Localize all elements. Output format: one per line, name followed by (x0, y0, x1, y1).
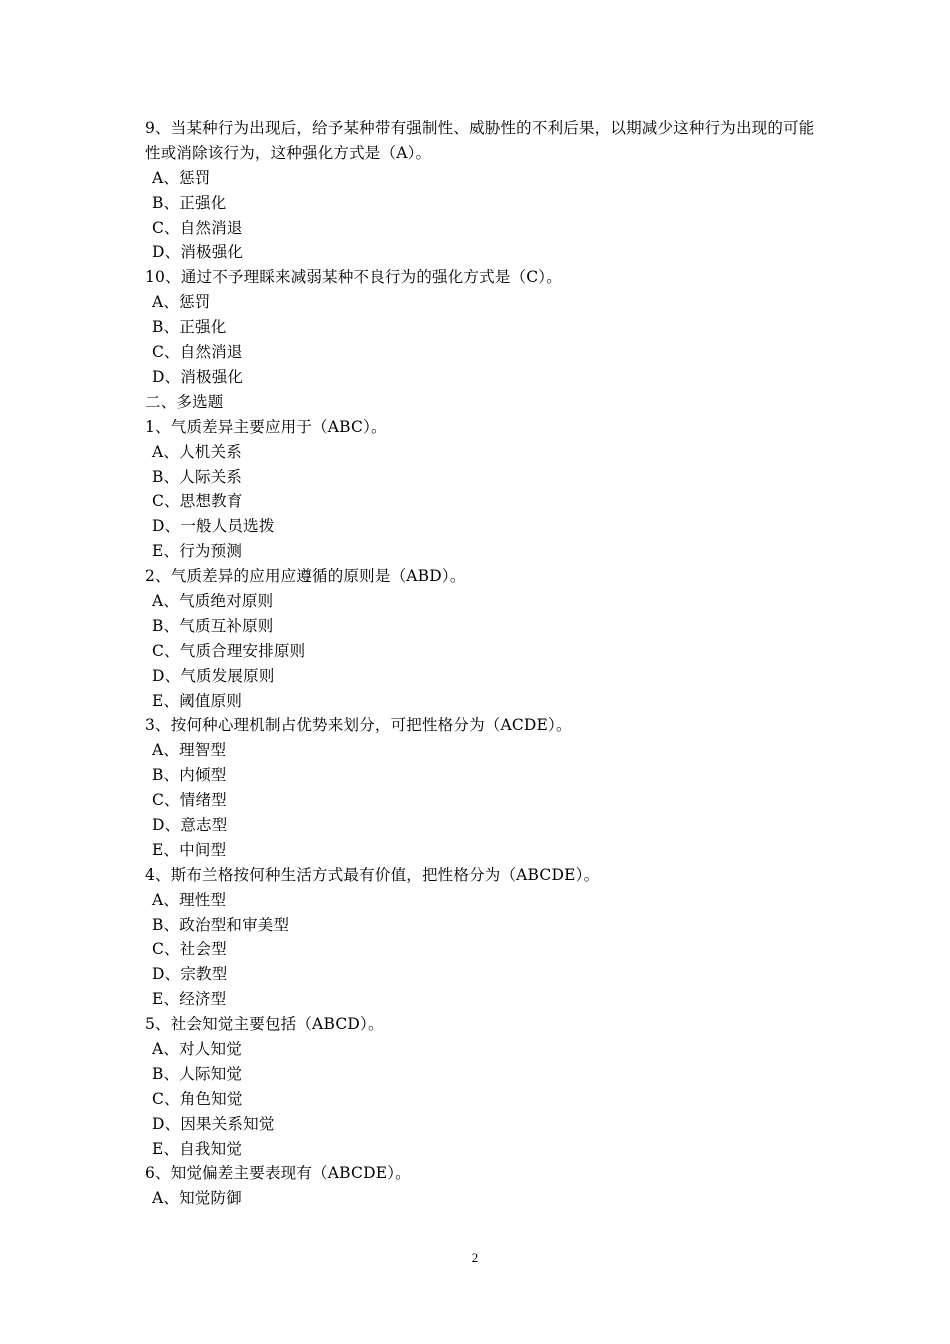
question-10-option-a: A、惩罚 (152, 293, 211, 312)
question-10-option-b: B、正强化 (152, 318, 227, 337)
multi-question-3-option-a: A、理智型 (152, 741, 227, 760)
multi-question-3-text: 3、按何种心理机制占优势来划分，可把性格分为（ACDE）。 (145, 716, 572, 735)
multi-question-1-option-e: E、行为预测 (152, 542, 243, 561)
question-9-option-d: D、消极强化 (152, 243, 244, 262)
multi-question-2-text: 2、气质差异的应用应遵循的原则是（ABD）。 (145, 567, 466, 586)
multi-question-2-option-d: D、气质发展原则 (152, 666, 275, 685)
multi-question-4-text: 4、斯布兰格按何种生活方式最有价值，把性格分为（ABCDE）。 (145, 865, 600, 884)
question-10-option-c: C、自然消退 (152, 343, 243, 362)
multi-question-1-option-d: D、一般人员选拨 (152, 517, 275, 536)
section-title-multiple-choice: 二、多选题 (145, 392, 224, 411)
multi-question-4-option-c: C、社会型 (152, 940, 227, 959)
multi-question-1-option-a: A、人机关系 (152, 442, 242, 461)
multi-question-4-option-a: A、理性型 (152, 890, 227, 909)
multi-question-3-option-d: D、意志型 (152, 815, 228, 834)
question-10-text: 10、通过不予理睬来减弱某种不良行为的强化方式是（C）。 (145, 268, 562, 287)
multi-question-4-option-e: E、经济型 (152, 990, 227, 1009)
page-number: 2 (471, 1250, 479, 1265)
multi-question-1-option-c: C、思想教育 (152, 492, 243, 511)
multi-question-4-option-d: D、宗教型 (152, 965, 228, 984)
multi-question-4-option-b: B、政治型和审美型 (152, 915, 290, 934)
multi-question-1-option-b: B、人际关系 (152, 467, 243, 486)
question-9-text: 9、当某种行为出现后，给予某种带有强制性、威胁性的不利后果，以期减少这种行为出现的可能性或消除该行为，这种强化方式是（A）。 (145, 119, 815, 162)
multi-question-5-option-e: E、自我知觉 (152, 1139, 243, 1158)
multi-question-5-option-b: B、人际知觉 (152, 1064, 243, 1083)
question-9-option-a: A、惩罚 (152, 168, 211, 187)
multi-question-2-option-c: C、气质合理安排原则 (152, 641, 306, 660)
multi-question-6-text: 6、知觉偏差主要表现有（ABCDE）。 (145, 1164, 411, 1183)
question-9-option-c: C、自然消退 (152, 218, 243, 237)
multi-question-3-option-e: E、中间型 (152, 840, 227, 859)
multi-question-3-option-b: B、内倾型 (152, 766, 227, 785)
multi-question-3-option-c: C、情绪型 (152, 791, 227, 810)
multi-question-2-option-e: E、阈值原则 (152, 691, 243, 710)
multi-question-2-option-a: A、气质绝对原则 (152, 591, 274, 610)
document-page (145, 116, 815, 1211)
multi-question-6-option-a: A、知觉防御 (152, 1189, 242, 1208)
multi-question-2-option-b: B、气质互补原则 (152, 616, 274, 635)
question-9-option-b: B、正强化 (152, 193, 227, 212)
question-10-option-d: D、消极强化 (152, 367, 244, 386)
multi-question-5-text: 5、社会知觉主要包括（ABCD）。 (145, 1015, 384, 1034)
multi-question-5-option-d: D、因果关系知觉 (152, 1114, 275, 1133)
multi-question-5-option-a: A、对人知觉 (152, 1039, 242, 1058)
multi-question-5-option-c: C、角色知觉 (152, 1089, 243, 1108)
multi-question-1-text: 1、气质差异主要应用于（ABC）。 (145, 417, 387, 436)
